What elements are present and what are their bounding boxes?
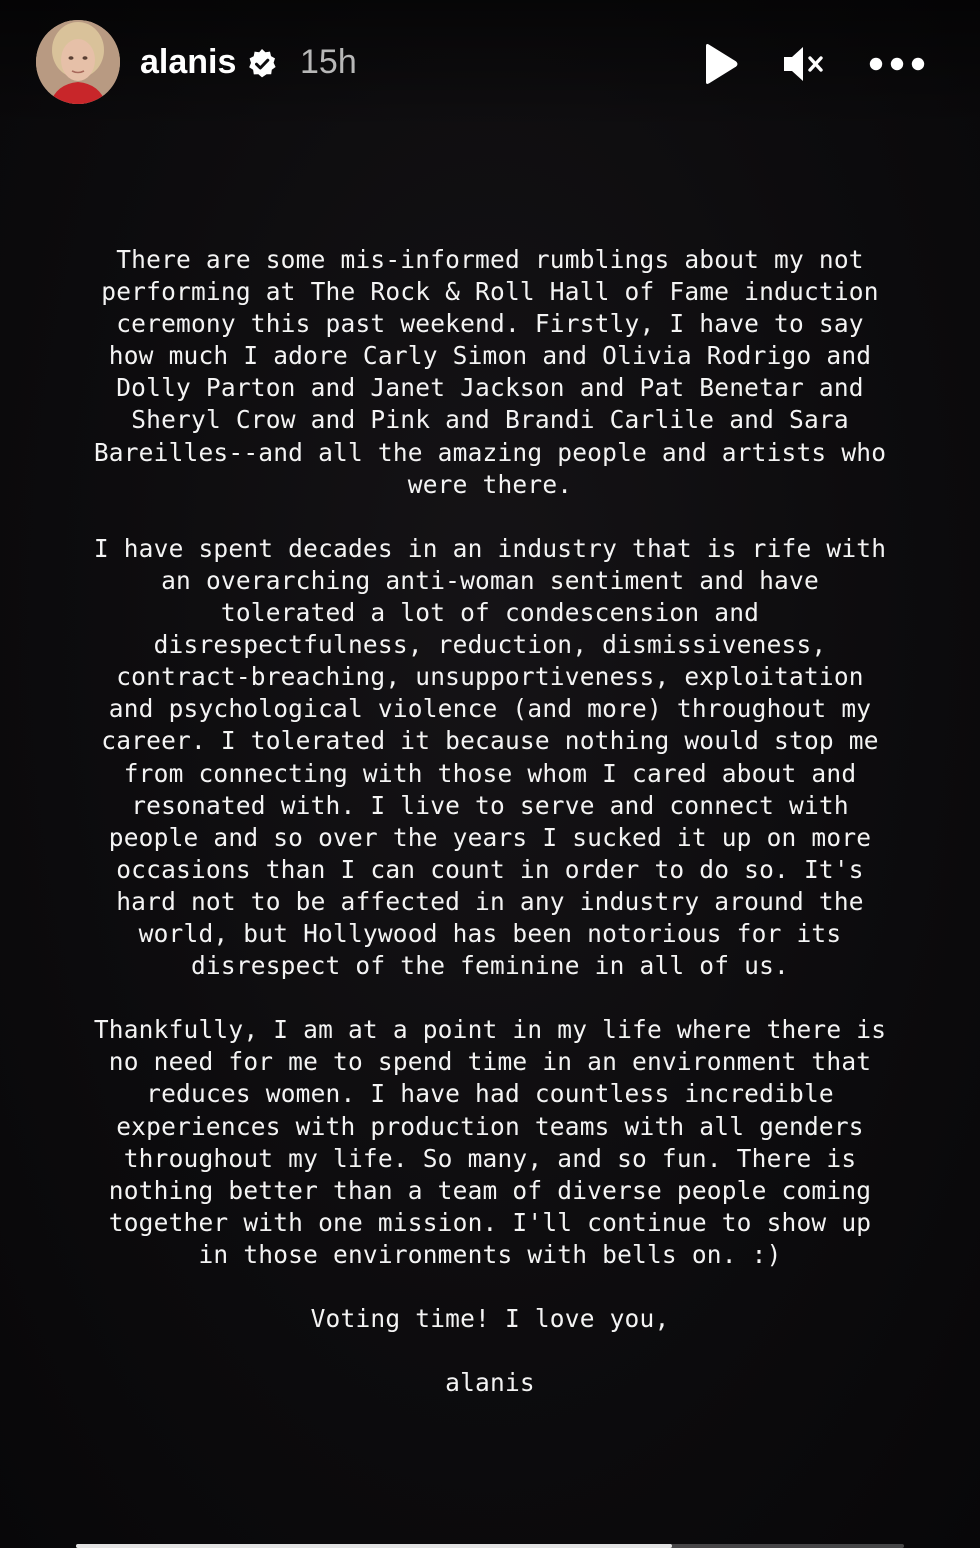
story-header [0,0,980,130]
timestamp: 15h [300,43,357,81]
story-paragraph-3: Thankfully, I am at a point in my life where there is no need for me to spend time in an environment that reduces women. I have had countless incredible experiences with production teams with all genders throughout my life. So many, and so fun. There is nothing better than a team of diverse people coming together with one mission. I'll continue to show up in those environments with bells on. :) [93,1015,887,1269]
play-button[interactable] [694,38,746,90]
play-icon [700,42,740,86]
username[interactable]: alanis [140,43,237,81]
story-paragraph-1: There are some mis-informed rumblings about my not performing at The Rock & Roll Hall of Fame induction ceremony this past weekend. Firstly, I have to say how much I adore Carly Simon and Olivia Rodrigo and Dolly Parton and Janet Jackson and Pat Benetar and Sheryl Crow and Pink and Brandi Carlile and Sara Bareilles--and all the amazing people and artists who were there. [93,245,887,499]
story-progress-fill [76,1544,672,1548]
story-paragraph-2: I have spent decades in an industry that is rife with an overarching anti-woman sentiment and have tolerated a lot of condescension and disrespectfulness, reduction, dismissiveness, contract-breaching, unsupportiveness, exploitation and psychological violence (and more) throughout my career. I tolerated it because nothing would stop me from connecting with those whom I cared about and resonated with. I live to serve and connect with people and so over the years I sucked it up on more occasions than I can count in order to do so. It's hard not to be affected in any industry around the world, but Hollywood has been notorious for its disrespect of the feminine in all of us. [93,533,887,981]
story-closing: Voting time! I love you, [310,1304,670,1334]
avatar[interactable] [36,20,120,104]
story-text [30,244,950,1399]
paragraph-gap [30,982,950,1014]
verified-badge-icon [246,48,278,80]
more-options-icon [868,56,926,72]
paragraph-gap [30,1335,950,1367]
profile-photo-icon [36,20,120,104]
mute-button[interactable] [778,38,830,90]
paragraph-gap [30,501,950,533]
story-signature: alanis [445,1368,535,1398]
paragraph-gap [30,1271,950,1303]
muted-speaker-icon [781,44,827,84]
story-progress-bar [76,1544,904,1548]
more-options-button[interactable] [866,38,928,90]
